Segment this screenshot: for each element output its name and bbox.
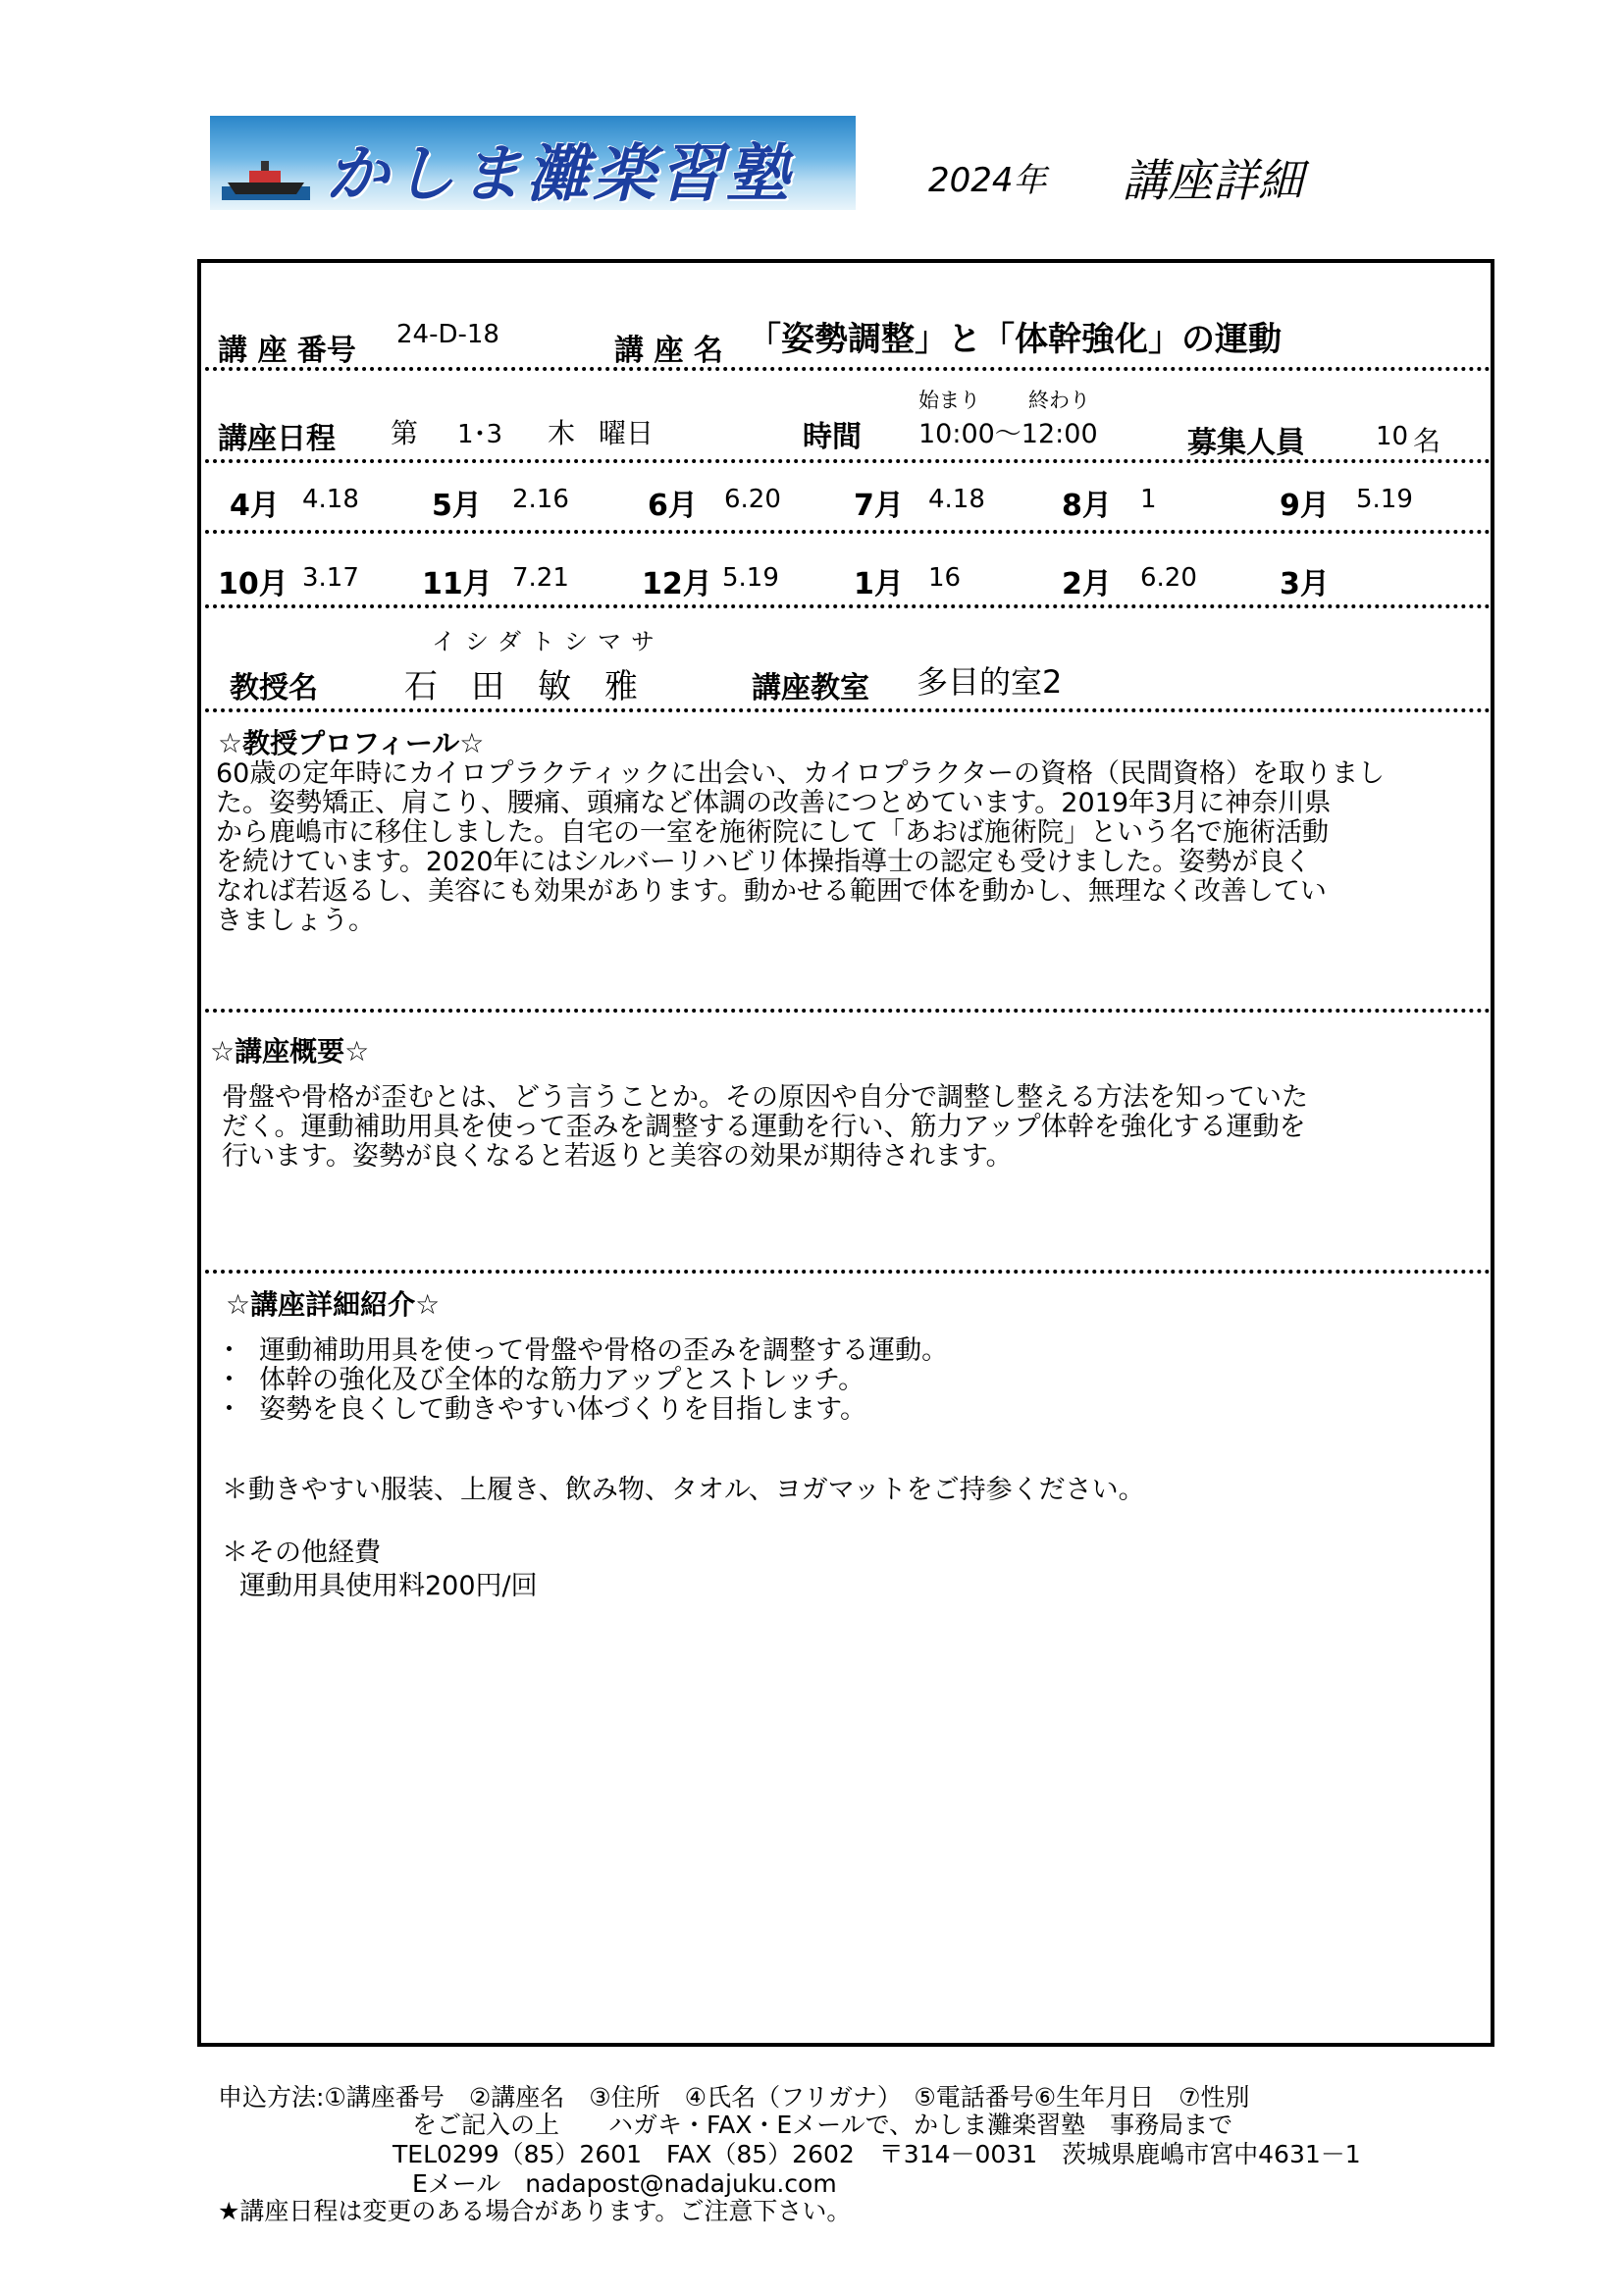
header-year: 2024年 [928, 161, 1047, 200]
room-label: 講座教室 [752, 671, 869, 705]
time-value: 10:00〜12:00 [918, 419, 1098, 449]
month-label: 4月 [230, 489, 280, 523]
profile-text [216, 759, 1492, 936]
course-number-label: 講 座 番号 [218, 334, 356, 368]
divider [205, 604, 1491, 608]
month-label: 6月 [648, 489, 698, 523]
capacity-value: 10 [1376, 422, 1409, 451]
month-label: 2月 [1062, 567, 1112, 601]
month-dates: 4.18 [302, 485, 359, 514]
capacity-label: 募集人員 [1187, 426, 1305, 460]
list-item [216, 1336, 1472, 1366]
month-dates: 6.20 [1140, 563, 1197, 593]
overview-line: 行います。姿勢が良くなると若返りと美容の効果が期待されます。 [222, 1141, 1013, 1172]
room-value: 多目的室2 [917, 663, 1063, 701]
footer-apply-instructions: をご記入の上 ハガキ・FAX・Eメールで、かしま灘楽習塾 事務局まで [412, 2111, 1233, 2139]
month-dates: 7.21 [512, 563, 569, 593]
expense-heading: ＊その他経費 [222, 1538, 381, 1568]
instructor-label: 教授名 [230, 671, 318, 705]
bullet-mark: ・ [216, 1394, 242, 1425]
footer-email: Eメール nadapost@nadajuku.com [412, 2169, 837, 2198]
footer-notice: ★講座日程は変更のある場合があります。ご注意下さい。 [218, 2197, 852, 2225]
bullet-mark: ・ [216, 1335, 242, 1366]
month-dates: 1 [1140, 485, 1157, 514]
month-label: 11月 [422, 567, 493, 601]
course-name-label: 講 座 名 [614, 334, 723, 368]
bullet-text: 姿勢を良くして動きやすい体づくりを目指します。 [259, 1394, 867, 1425]
logo-text: かしま灘楽習塾 [326, 138, 793, 210]
divider [205, 1009, 1491, 1013]
month-label: 10月 [218, 567, 288, 601]
profile-line: 60歳の定年時にカイロプラクティックに出会い、カイロプラクターの資格（民間資格）を取りまし [216, 758, 1386, 789]
logo-banner [210, 116, 856, 210]
schedule-week-prefix: 第 [391, 417, 419, 449]
bullet-text: 体幹の強化及び全体的な筋力アップとストレッチ。 [259, 1365, 865, 1395]
page-title: 講座詳細 [1123, 154, 1303, 207]
divider [205, 1270, 1491, 1274]
instructor-furigana: イシダトシマサ [432, 628, 665, 655]
overview-heading: ☆講座概要☆ [210, 1035, 370, 1068]
expense-value: 運動用具使用料200円/回 [239, 1571, 538, 1601]
bullet-text: 運動補助用具を使って骨盤や骨格の歪みを調整する運動。 [259, 1335, 949, 1366]
month-dates: 3.17 [302, 563, 359, 593]
profile-line: た。姿勢矯正、肩こり、腰痛、頭痛など体調の改善につとめています。2019年3月に神奈川県 [216, 788, 1332, 818]
divider [205, 708, 1491, 712]
schedule-label: 講座日程 [218, 422, 336, 456]
bullet-mark: ・ [216, 1365, 242, 1395]
divider [205, 367, 1491, 371]
overview-text [222, 1083, 1488, 1172]
footer-contact: TEL0299（85）2601 FAX（85）2602 〒314－0031 茨城県鹿嶋市宮中4631－1 [393, 2140, 1361, 2168]
month-dates: 5.19 [722, 563, 779, 593]
profile-line: なれば若返るし、美容にも効果があります。動かせる範囲で体を動かし、無理なく改善してい [216, 876, 1327, 907]
month-dates: 16 [928, 563, 962, 593]
month-label: 8月 [1062, 489, 1112, 523]
profile-heading: ☆教授プロフィール☆ [218, 727, 485, 759]
month-dates: 6.20 [724, 485, 781, 514]
profile-line: きましょう。 [216, 906, 375, 936]
time-label: 時間 [803, 420, 862, 454]
end-label: 終わり [1028, 389, 1090, 412]
bring-items-note: ＊動きやすい服装、上履き、飲み物、タオル、ヨガマットをご持参ください。 [222, 1475, 1145, 1505]
details-heading: ☆講座詳細紹介☆ [226, 1288, 441, 1321]
month-dates: 4.18 [928, 485, 985, 514]
month-label: 12月 [642, 567, 712, 601]
month-label: 1月 [854, 567, 904, 601]
course-number: 24-D-18 [396, 320, 499, 349]
course-name: 「姿勢調整」と「体幹強化」の運動 [748, 320, 1282, 359]
divider [205, 459, 1491, 463]
month-dates: 5.19 [1356, 485, 1413, 514]
month-label: 7月 [854, 489, 904, 523]
schedule-weekday-suffix: 曜日 [599, 417, 655, 449]
list-item [216, 1395, 1472, 1425]
overview-line: 骨盤や骨格が歪むとは、どう言うことか。その原因や自分で調整し整える方法を知っていた [222, 1082, 1308, 1113]
details-list [216, 1336, 1472, 1425]
profile-line: を続けています。2020年にはシルバーリハビリ体操指導士の認定も受けました。姿勢が良く [216, 847, 1312, 877]
profile-line: から鹿嶋市に移住しました。自宅の一室を施術院にして「あおば施術院」という名で施術活動 [216, 817, 1329, 848]
month-label: 9月 [1280, 489, 1330, 523]
ship-icon [222, 157, 310, 200]
capacity-unit: 名 [1413, 425, 1441, 457]
schedule-weekday: 木 [548, 417, 576, 449]
list-item [216, 1366, 1472, 1395]
month-label: 3月 [1280, 567, 1330, 601]
footer-apply-method: 申込方法:①講座番号 ②講座名 ③住所 ④氏名（フリガナ） ⑤電話番号⑥生年月日 ⑦性別 [218, 2083, 1250, 2112]
instructor-name: 石 田 敏 雅 [404, 667, 638, 706]
schedule-weeks: 1･3 [457, 420, 503, 449]
start-label: 始まり [918, 389, 980, 412]
month-dates: 2.16 [512, 485, 569, 514]
overview-line: だく。運動補助用具を使って歪みを調整する運動を行い、筋力アップ体幹を強化する運動を [222, 1112, 1306, 1142]
divider [205, 530, 1491, 534]
month-label: 5月 [432, 489, 482, 523]
